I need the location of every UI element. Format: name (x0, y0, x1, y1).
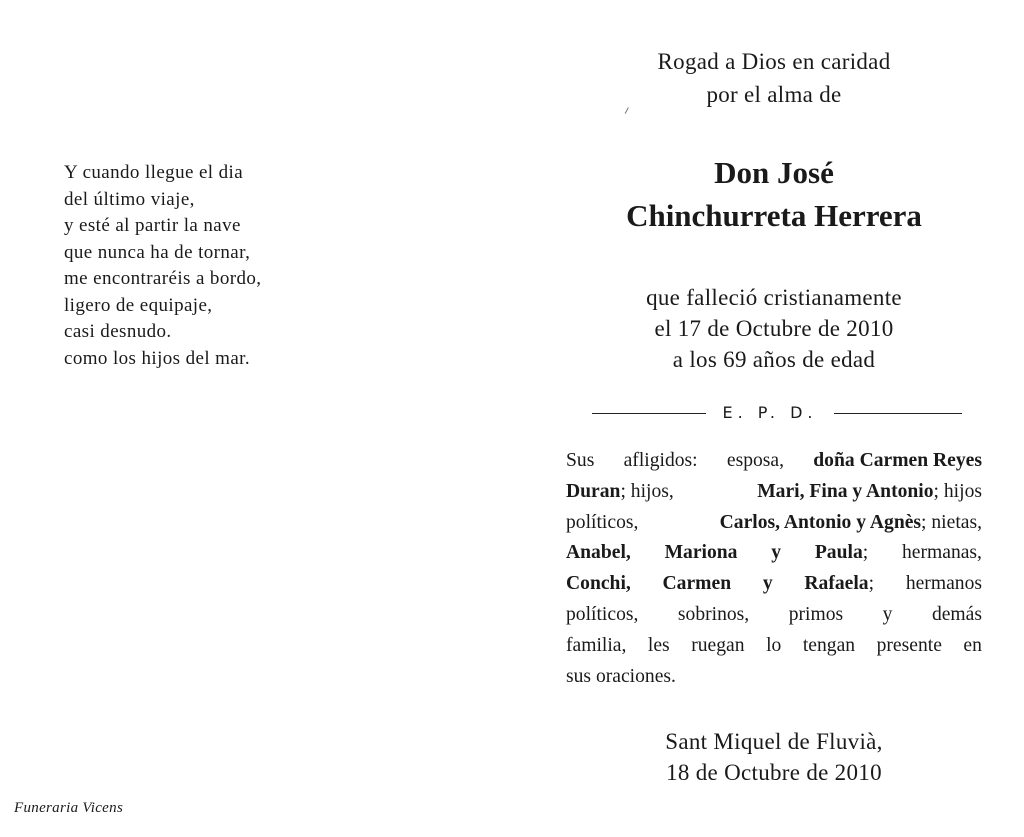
mourners-word: familia, (566, 634, 627, 656)
mourners-paragraph (566, 446, 982, 692)
mourners-word: hermanos (905, 573, 982, 595)
prayer-header-line: Rogad a Dios en caridad (657, 49, 891, 74)
mourners-line (566, 446, 982, 477)
epd-divider (592, 402, 962, 424)
mourners-line (566, 538, 982, 569)
divider-rule-left (592, 413, 706, 414)
mourners-word-group (804, 569, 874, 600)
mourners-word: políticos, (566, 603, 639, 625)
mourners-word: demás (931, 603, 982, 625)
mourners-word: ; hijos, (620, 480, 674, 502)
poem-line: como los hijos del mar. (64, 347, 250, 369)
granddaughter-name: Mariona (664, 542, 738, 564)
mourners-word: ; (862, 542, 869, 564)
poem-line: me encontraréis a bordo, (64, 268, 262, 289)
mourners-line (566, 477, 982, 508)
mourners-line (566, 662, 982, 693)
poem (64, 160, 394, 372)
mourners-word: y (771, 542, 782, 564)
poem-line: ligero de equipaje, (64, 294, 213, 316)
mourners-word: presente (876, 634, 942, 656)
mourners-word: afligidos: (623, 450, 698, 471)
mourners-word: tengan (802, 634, 856, 656)
mourners-word-group (566, 477, 674, 508)
mourners-word: primos (788, 603, 844, 625)
epd-text: E. P. D. (722, 403, 818, 422)
prayer-header-line: por el alma de (706, 82, 842, 107)
mourners-word: políticos, (566, 511, 639, 533)
death-notice-line: que falleció cristianamente (646, 285, 902, 310)
spouse-name: Duran (566, 480, 621, 502)
mourners-word: ; (868, 573, 875, 595)
divider-rule-right (834, 413, 962, 414)
mourners-word-group (815, 538, 868, 569)
mourners-line (566, 508, 982, 539)
death-notice-line: el 17 de Octubre de 2010 (654, 316, 894, 341)
mourners-word: lo (766, 634, 782, 656)
granddaughter-name: Paula (814, 542, 863, 564)
granddaughter-name: Anabel, (566, 542, 631, 564)
mourners-word-group (757, 477, 982, 508)
mourners-word: y (882, 603, 893, 625)
mourners-word: en (963, 634, 982, 656)
children-names: Mari, Fina y Antonio (757, 480, 934, 502)
mourners-word: hermanas, (901, 542, 982, 564)
poem-line: y esté al partir la nave (64, 215, 241, 236)
mourners-line (566, 569, 982, 600)
mourners-word: les (647, 634, 670, 656)
deceased-name (566, 151, 982, 237)
deceased-name-line: Chinchurreta Herrera (626, 198, 922, 233)
poem-line: del último viaje, (64, 188, 195, 210)
mourners-word-group (720, 508, 982, 539)
mourners-word: ; hijos (933, 480, 982, 502)
place-line: Sant Miquel de Fluvià, (665, 729, 883, 754)
death-notice (566, 282, 982, 375)
death-notice-line: a los 69 años de edad (672, 347, 876, 372)
mourners-word: Sus (566, 450, 595, 471)
sister-name: Rafaela (804, 573, 869, 595)
mourners-line (566, 631, 982, 662)
spouse-name: doña Carmen Reyes (813, 450, 982, 471)
poem-line: que nunca ha de tornar, (64, 241, 251, 263)
in-laws-names: Carlos, Antonio y Agnès (719, 511, 922, 533)
sister-name: Carmen (662, 573, 732, 595)
mourners-word: sus oraciones. (566, 665, 676, 687)
sister-name: Conchi, (566, 573, 631, 595)
deceased-name-line: Don José (714, 155, 834, 190)
mourners-line (566, 600, 982, 631)
date-line: 18 de Octubre de 2010 (666, 760, 882, 785)
mourners-word: esposa, (726, 450, 785, 471)
funeral-home-name: Funeraria Vicens (14, 800, 124, 816)
mourners-word: ruegan (691, 634, 745, 656)
prayer-header (566, 45, 982, 111)
place-and-date (566, 726, 982, 788)
mourners-word: ; nietas, (921, 511, 982, 533)
poem-line: Y cuando llegue el dia (64, 162, 244, 183)
poem-line: casi desnudo. (64, 321, 172, 342)
mourners-word: y (762, 573, 773, 595)
mourners-word: sobrinos, (677, 603, 750, 625)
